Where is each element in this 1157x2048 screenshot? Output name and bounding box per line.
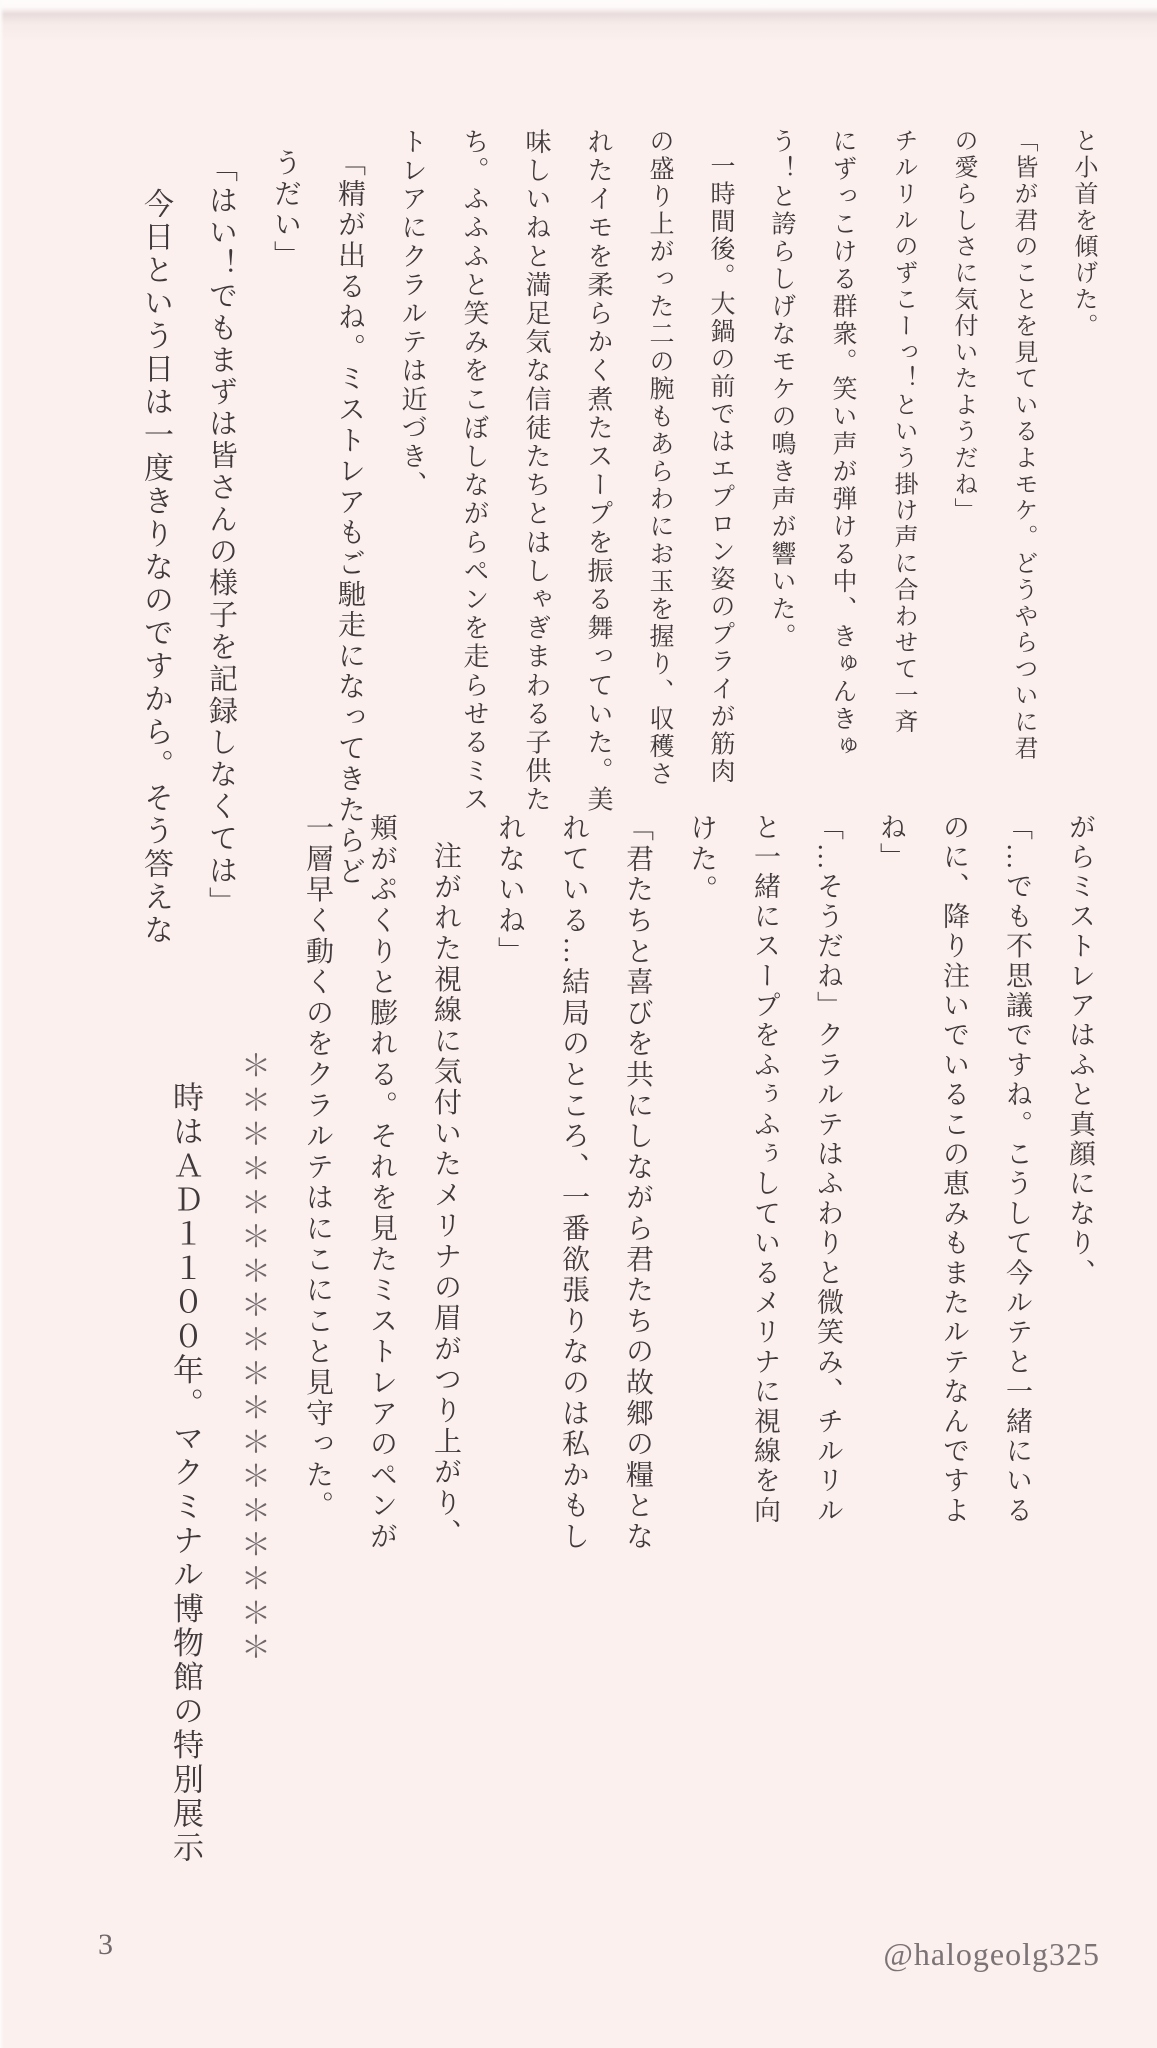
text-column: 注がれた視線に気付いたメリナの眉がつり上がり、 (430, 841, 461, 1550)
text-column: トレアにクラルテは近づき、 (398, 128, 427, 500)
text-column: ね」 (876, 813, 906, 873)
text-column: 「…そうだね」クラルテはふわりと微笑み、チルリル (813, 813, 843, 1526)
text-column: 「はい！でもまずは皆さんの様子を記録しなくては」 (205, 153, 237, 919)
text-column: ち。ふふふと笑みをこぼしながらペンを走らせるミス (460, 128, 489, 815)
text-column: 「精が出るね。ミストレアもご馳走になってきたらど (334, 148, 365, 888)
text-column: 一時間後。大鍋の前ではエプロン姿のプライが筋肉 (707, 153, 734, 786)
text-column: にずっこける群衆。笑い声が弾ける中、きゅんきゅ (829, 128, 856, 761)
section-divider-asterisks: ＊＊＊＊＊＊＊＊＊＊＊＊＊＊＊＊＊＊ (236, 1050, 269, 1666)
text-column: のに、降り注いでいるこの恵みもまたルテなんですよ (939, 813, 969, 1526)
text-column: うだい」 (270, 148, 301, 272)
author-handle: @halogeolg325 (883, 1936, 1100, 1972)
text-column: 味しいねと満足気な信徒たちとはしゃぎまわる子供た (522, 128, 551, 815)
page-number: 3 (98, 1928, 113, 1961)
text-column: 「君たちと喜びを共にしながら君たちの故郷の糧とな (622, 813, 653, 1553)
text-column: がらミストレアはふと真顔になり、 (1065, 813, 1095, 1289)
text-column: の愛らしさに気付いたようだね」 (950, 128, 976, 524)
text-column: と一緒にスープをふぅふぅしているメリナに視線を向 (750, 813, 780, 1526)
text-column: と小首を傾げた。 (1070, 128, 1096, 340)
bottom-text-block (134, 813, 1093, 1865)
text-column: の盛り上がった二の腕もあらわにお玉を握り、収穫さ (646, 128, 673, 788)
text-column: れたイモを柔らかく煮たスープを振る舞っていた。美 (584, 128, 613, 815)
text-column: 時はＡＤ１１００年。マクミナル博物館の特別展示 (168, 1081, 203, 1866)
text-column: 今日という日は一度きりなのですから。そう答えな (139, 188, 172, 947)
text-column: 頬がぷくりと膨れる。それを見たミストレアのペンが (366, 813, 397, 1553)
text-column: れている…結局のところ、一番欲張りなのは私かもし (558, 813, 589, 1553)
text-column: チルリルのずこーっ！という掛け声に合わせて一斉 (890, 128, 916, 736)
text-column: 一層早く動くのをクラルテはにこにこと見守った。 (302, 813, 333, 1522)
text-column: 「…でも不思議ですね。こうして今ルテと一緒にいる (1002, 813, 1032, 1526)
text-column: れないね」 (494, 813, 525, 967)
text-column: けた。 (686, 813, 717, 906)
text-column: 「皆が君のことを見ているよモケ。どうやらついに君 (1010, 128, 1036, 762)
text-column: う！と誇らしげなモケの鳴き声が響いた。 (768, 128, 795, 651)
